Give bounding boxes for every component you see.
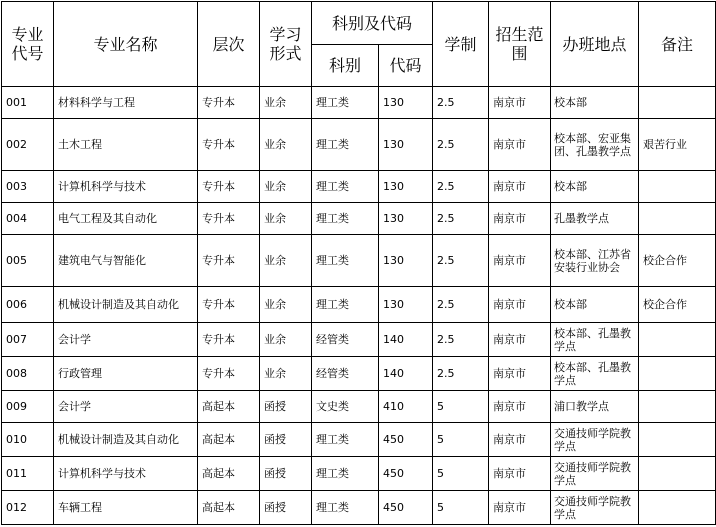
table-row (2, 119, 716, 171)
cell-scope: 南京市 (489, 171, 551, 203)
cell-name: 土木工程 (54, 119, 198, 171)
cell-name: 会计学 (54, 323, 198, 357)
cell-level: 高起本 (198, 423, 260, 457)
cell-code: 010 (2, 423, 54, 457)
cell-code: 007 (2, 323, 54, 357)
table-row (2, 287, 716, 323)
cell-category-code: 140 (379, 357, 433, 391)
cell-code: 001 (2, 87, 54, 119)
cell-category-code: 140 (379, 323, 433, 357)
cell-category: 理工类 (312, 491, 379, 525)
cell-code: 006 (2, 287, 54, 323)
cell-scope: 南京市 (489, 203, 551, 235)
cell-category-code: 450 (379, 491, 433, 525)
cell-form: 业余 (260, 323, 312, 357)
cell-category: 理工类 (312, 235, 379, 287)
cell-code: 012 (2, 491, 54, 525)
cell-level: 专升本 (198, 357, 260, 391)
cell-scope: 南京市 (489, 457, 551, 491)
cell-years: 5 (433, 491, 489, 525)
cell-level: 高起本 (198, 457, 260, 491)
cell-form: 业余 (260, 357, 312, 391)
cell-remark (639, 491, 716, 525)
cell-form: 业余 (260, 203, 312, 235)
cell-remark (639, 457, 716, 491)
cell-level: 专升本 (198, 235, 260, 287)
cell-code: 011 (2, 457, 54, 491)
enrollment-table (1, 1, 716, 525)
cell-years: 2.5 (433, 235, 489, 287)
cell-level: 专升本 (198, 323, 260, 357)
cell-code: 005 (2, 235, 54, 287)
cell-scope: 南京市 (489, 323, 551, 357)
cell-site: 校本部、孔墨教学点 (551, 357, 639, 391)
header-scope: 招生范围 (489, 2, 551, 87)
header-remark: 备注 (639, 2, 716, 87)
cell-scope: 南京市 (489, 423, 551, 457)
cell-name: 机械设计制造及其自动化 (54, 423, 198, 457)
cell-site: 浦口教学点 (551, 391, 639, 423)
cell-level: 专升本 (198, 203, 260, 235)
cell-years: 5 (433, 391, 489, 423)
header-category-code: 代码 (379, 45, 433, 87)
header-level: 层次 (198, 2, 260, 87)
cell-scope: 南京市 (489, 391, 551, 423)
cell-name: 材料科学与工程 (54, 87, 198, 119)
cell-remark (639, 171, 716, 203)
cell-remark (639, 87, 716, 119)
table-row (2, 323, 716, 357)
cell-site: 校本部、江苏省安装行业协会 (551, 235, 639, 287)
cell-category-code: 130 (379, 203, 433, 235)
table-row (2, 491, 716, 525)
table-header (2, 2, 716, 87)
table-body (2, 87, 716, 525)
cell-category-code: 130 (379, 235, 433, 287)
cell-level: 高起本 (198, 391, 260, 423)
cell-site: 校本部 (551, 87, 639, 119)
header-site: 办班地点 (551, 2, 639, 87)
cell-category-code: 130 (379, 87, 433, 119)
cell-category: 理工类 (312, 287, 379, 323)
cell-scope: 南京市 (489, 357, 551, 391)
cell-form: 业余 (260, 119, 312, 171)
cell-remark (639, 391, 716, 423)
cell-category-code: 130 (379, 171, 433, 203)
cell-category-code: 450 (379, 457, 433, 491)
cell-site: 校本部、宏亚集团、孔墨教学点 (551, 119, 639, 171)
cell-name: 行政管理 (54, 357, 198, 391)
cell-form: 函授 (260, 457, 312, 491)
table-row (2, 423, 716, 457)
cell-name: 机械设计制造及其自动化 (54, 287, 198, 323)
header-category: 科别 (312, 45, 379, 87)
header-code: 专业代号 (2, 2, 54, 87)
cell-name: 电气工程及其自动化 (54, 203, 198, 235)
cell-level: 高起本 (198, 491, 260, 525)
cell-years: 2.5 (433, 87, 489, 119)
table-row (2, 391, 716, 423)
cell-remark: 校企合作 (639, 287, 716, 323)
cell-scope: 南京市 (489, 235, 551, 287)
cell-site: 交通技师学院教学点 (551, 491, 639, 525)
cell-category: 理工类 (312, 203, 379, 235)
header-years: 学制 (433, 2, 489, 87)
header-category-group: 科别及代码 (312, 2, 433, 45)
cell-remark: 艰苦行业 (639, 119, 716, 171)
cell-site: 校本部 (551, 287, 639, 323)
cell-name: 计算机科学与技术 (54, 171, 198, 203)
cell-code: 008 (2, 357, 54, 391)
cell-years: 2.5 (433, 203, 489, 235)
cell-category: 经管类 (312, 357, 379, 391)
cell-category-code: 410 (379, 391, 433, 423)
cell-site: 校本部、孔墨教学点 (551, 323, 639, 357)
table-row (2, 457, 716, 491)
cell-remark (639, 323, 716, 357)
cell-category: 理工类 (312, 171, 379, 203)
cell-remark (639, 357, 716, 391)
cell-scope: 南京市 (489, 491, 551, 525)
cell-level: 专升本 (198, 87, 260, 119)
cell-site: 交通技师学院教学点 (551, 423, 639, 457)
cell-remark: 校企合作 (639, 235, 716, 287)
cell-form: 业余 (260, 235, 312, 287)
table-row (2, 235, 716, 287)
cell-category: 理工类 (312, 457, 379, 491)
cell-form: 业余 (260, 287, 312, 323)
cell-site: 交通技师学院教学点 (551, 457, 639, 491)
cell-form: 函授 (260, 491, 312, 525)
cell-form: 函授 (260, 391, 312, 423)
table-row (2, 87, 716, 119)
cell-name: 建筑电气与智能化 (54, 235, 198, 287)
cell-code: 009 (2, 391, 54, 423)
cell-site: 孔墨教学点 (551, 203, 639, 235)
cell-category-code: 130 (379, 119, 433, 171)
cell-years: 5 (433, 457, 489, 491)
cell-level: 专升本 (198, 171, 260, 203)
cell-category: 经管类 (312, 323, 379, 357)
cell-remark (639, 423, 716, 457)
cell-site: 校本部 (551, 171, 639, 203)
cell-scope: 南京市 (489, 287, 551, 323)
table-row (2, 171, 716, 203)
cell-code: 003 (2, 171, 54, 203)
table-row (2, 203, 716, 235)
cell-years: 2.5 (433, 287, 489, 323)
cell-form: 业余 (260, 87, 312, 119)
cell-code: 004 (2, 203, 54, 235)
cell-category: 理工类 (312, 87, 379, 119)
cell-level: 专升本 (198, 287, 260, 323)
cell-form: 业余 (260, 171, 312, 203)
table-row (2, 357, 716, 391)
cell-category: 理工类 (312, 423, 379, 457)
cell-years: 2.5 (433, 357, 489, 391)
cell-name: 会计学 (54, 391, 198, 423)
cell-scope: 南京市 (489, 119, 551, 171)
cell-years: 2.5 (433, 171, 489, 203)
cell-category: 理工类 (312, 119, 379, 171)
cell-form: 函授 (260, 423, 312, 457)
header-name: 专业名称 (54, 2, 198, 87)
cell-scope: 南京市 (489, 87, 551, 119)
cell-years: 5 (433, 423, 489, 457)
cell-code: 002 (2, 119, 54, 171)
header-form: 学习形式 (260, 2, 312, 87)
cell-years: 2.5 (433, 119, 489, 171)
cell-remark (639, 203, 716, 235)
cell-category-code: 450 (379, 423, 433, 457)
cell-name: 车辆工程 (54, 491, 198, 525)
cell-years: 2.5 (433, 323, 489, 357)
cell-name: 计算机科学与技术 (54, 457, 198, 491)
cell-level: 专升本 (198, 119, 260, 171)
cell-category-code: 130 (379, 287, 433, 323)
cell-category: 文史类 (312, 391, 379, 423)
